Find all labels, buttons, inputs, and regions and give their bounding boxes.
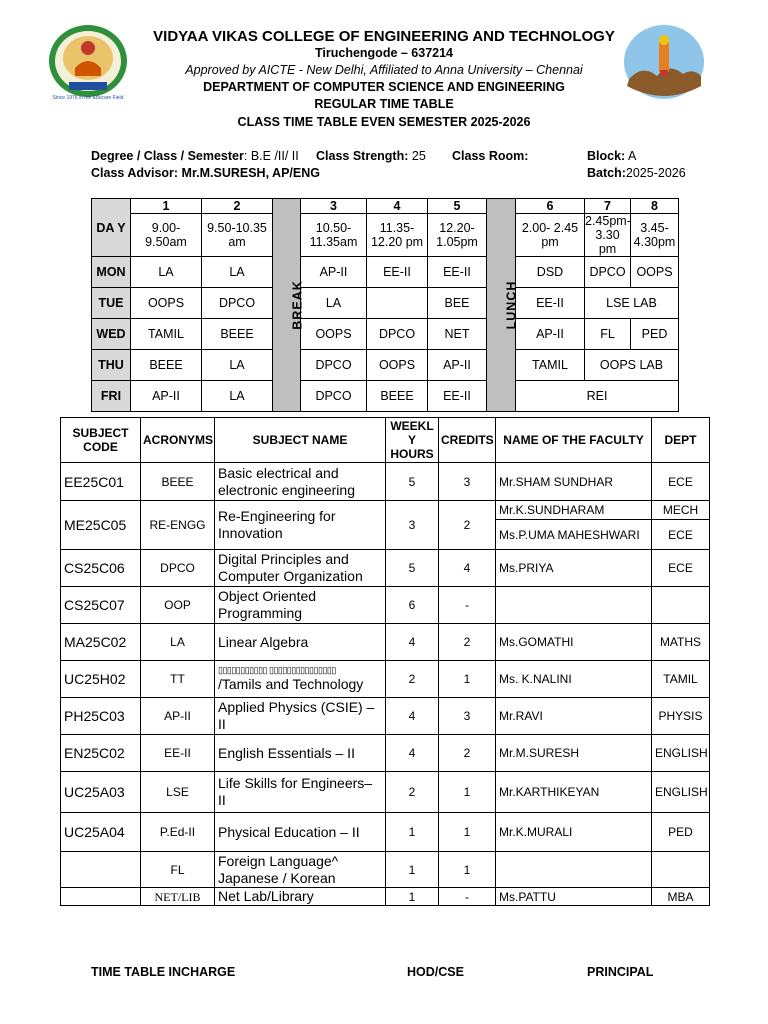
subject-code: PH25C03: [61, 698, 141, 735]
faculty-dept: PHYSIS: [652, 698, 710, 735]
subject-name: Applied Physics (CSIE) – II: [215, 698, 386, 735]
timetable-cell: EE-II: [367, 257, 428, 288]
table-row: [61, 698, 710, 735]
subject-acronym: RE-ENGG: [141, 501, 215, 550]
period-time: 11.35- 12.20 pm: [367, 214, 428, 257]
subject-code: CS25C06: [61, 550, 141, 587]
table-row: [61, 624, 710, 661]
timetable-cell: LA: [131, 257, 202, 288]
class-advisor: Class Advisor: Mr.M.SURESH, AP/ENG: [91, 166, 320, 180]
timetable-cell: BEEE: [131, 350, 202, 381]
hod-signature: HOD/CSE: [407, 965, 464, 979]
degree-label: Degree / Class / Semester: [91, 149, 244, 163]
table-row: [61, 852, 710, 888]
weekly-hours: 3: [386, 501, 439, 550]
approval-line: Approved by AICTE - New Delhi, Affiliated to Anna University – Chennai: [185, 63, 583, 77]
timetable-cell: DPCO: [301, 381, 367, 412]
weekly-hours: 5: [386, 550, 439, 587]
period-number: 5: [428, 199, 487, 214]
subject-name: Linear Algebra: [215, 624, 386, 661]
subject-name: Digital Principles and Computer Organization: [215, 550, 386, 587]
faculty-name: Mr.K.SUNDHARAM: [496, 501, 652, 520]
weekly-hours: 2: [386, 661, 439, 698]
timetable-cell: LA: [301, 288, 367, 319]
timetable-cell: LA: [202, 350, 273, 381]
faculty-dept: [652, 852, 710, 888]
faculty-name: Mr.SHAM SUNDHAR: [496, 463, 652, 501]
subject-table-header: [61, 418, 710, 463]
timetable-cell: BEEE: [202, 319, 273, 350]
timetable-cell: BEE: [428, 288, 487, 319]
table-row: [61, 813, 710, 852]
college-name: VIDYAA VIKAS COLLEGE OF ENGINEERING AND TECHNOLOGY: [153, 28, 615, 45]
table-row: [61, 587, 710, 624]
faculty-dept: ECE: [652, 520, 710, 550]
period-number: 7: [585, 199, 631, 214]
subject-code: UC25H02: [61, 661, 141, 698]
timetable-cell: AP-II: [301, 257, 367, 288]
timetable-cell: OOPS: [367, 350, 428, 381]
subject-acronym: LA: [141, 624, 215, 661]
column-header: ACRONYMS: [141, 418, 215, 463]
timetable-cell: EE-II: [428, 381, 487, 412]
subject-name-english: /Tamils and Technology: [218, 676, 364, 692]
degree-value: : B.E /II/ II: [243, 149, 299, 163]
faculty-name: Mr.KARTHIKEYAN: [496, 772, 652, 813]
subject-acronym: DPCO: [141, 550, 215, 587]
batch-label: Batch:: [587, 166, 626, 180]
class-room-label: Class Room:: [452, 149, 529, 163]
faculty-name: Ms.PATTU: [496, 888, 652, 906]
batch-info: [587, 166, 686, 180]
subject-acronym: FL: [141, 852, 215, 888]
faculty-name: [496, 587, 652, 624]
subject-code: UC25A03: [61, 772, 141, 813]
timetable-cell: AP-II: [428, 350, 487, 381]
lunch-column: [487, 199, 519, 412]
timetable-cell: OOPS: [631, 257, 679, 288]
faculty-dept: PED: [652, 813, 710, 852]
faculty-name: Ms.P.UMA MAHESHWARI: [496, 520, 652, 550]
lunch-label: LUNCH: [504, 280, 519, 330]
timetable-cell: NET: [428, 319, 487, 350]
period-number: 1: [131, 199, 202, 214]
weekly-hours: 4: [386, 735, 439, 772]
credits: 1: [439, 661, 496, 698]
strength-value: 25: [408, 149, 426, 163]
credits: -: [439, 888, 496, 906]
table-row: [61, 888, 710, 906]
faculty-name: [496, 852, 652, 888]
subject-code: ME25C05: [61, 501, 141, 550]
weekly-hours: 1: [386, 888, 439, 906]
strength-label: Class Strength:: [316, 149, 409, 163]
day-header: DA Y: [92, 199, 131, 257]
day-row-tue: [92, 288, 679, 319]
table-row: [61, 550, 710, 587]
faculty-name: Ms.GOMATHI: [496, 624, 652, 661]
faculty-dept: TAMIL: [652, 661, 710, 698]
faculty-dept: [652, 587, 710, 624]
period-time: 2.00- 2.45 pm: [516, 214, 585, 257]
day-label: FRI: [92, 381, 131, 412]
subject-acronym: NET/LIB: [141, 888, 215, 906]
period-number: 2: [202, 199, 273, 214]
break-label: BREAK: [290, 280, 305, 330]
period-number-row: [92, 199, 679, 214]
table-row: [61, 501, 710, 520]
day-row-fri: [92, 381, 679, 412]
subject-code: [61, 888, 141, 906]
timetable-cell: TAMIL: [131, 319, 202, 350]
subject-acronym: OOP: [141, 587, 215, 624]
timetable-cell: LSE LAB: [585, 288, 679, 319]
period-time: 9.50-10.35 am: [202, 214, 273, 257]
timetable-cell: BEEE: [367, 381, 428, 412]
timetable-cell: EE-II: [516, 288, 585, 319]
class-strength: [316, 149, 426, 163]
day-row-thu: [92, 350, 679, 381]
credits: 1: [439, 772, 496, 813]
subject-acronym: P.Ed-II: [141, 813, 215, 852]
break-column: [273, 199, 305, 412]
day-row-mon: [92, 257, 679, 288]
timetable-title: CLASS TIME TABLE EVEN SEMESTER 2025-2026: [237, 115, 531, 129]
day-label: WED: [92, 319, 131, 350]
faculty-dept: ENGLISH: [652, 772, 710, 813]
table-row: [61, 661, 710, 698]
credits: 2: [439, 735, 496, 772]
batch-value: 2025-2026: [625, 166, 686, 180]
day-label: MON: [92, 257, 131, 288]
block-label: Block:: [587, 149, 626, 163]
faculty-name: Mr.RAVI: [496, 698, 652, 735]
table-row: [61, 735, 710, 772]
faculty-name: Ms.PRIYA: [496, 550, 652, 587]
block-value: A: [625, 149, 637, 163]
credits: 3: [439, 463, 496, 501]
subject-name: Physical Education – II: [215, 813, 386, 852]
timetable-cell: FL: [585, 319, 631, 350]
subject-name: Foreign Language^ Japanese / Korean: [215, 852, 386, 888]
timetable-cell: DPCO: [585, 257, 631, 288]
subject-name: Re-Engineering for Innovation: [215, 501, 386, 550]
weekly-hours: 6: [386, 587, 439, 624]
subject-name: Life Skills for Engineers– II: [215, 772, 386, 813]
period-time: 10.50- 11.35am: [301, 214, 367, 257]
column-header: SUBJECT NAME: [215, 418, 386, 463]
timetable-cell: PED: [631, 319, 679, 350]
period-number: 8: [631, 199, 679, 214]
weekly-hours: 4: [386, 698, 439, 735]
period-time: 2.45pm- 3.30 pm: [585, 214, 631, 256]
weekly-hours: 1: [386, 813, 439, 852]
credits: 1: [439, 852, 496, 888]
day-label: THU: [92, 350, 131, 381]
subject-code: MA25C02: [61, 624, 141, 661]
table-row: [61, 463, 710, 501]
weekly-hours: 4: [386, 624, 439, 661]
department-name: DEPARTMENT OF COMPUTER SCIENCE AND ENGINEERING: [203, 80, 565, 94]
period-time: 3.45- 4.30pm: [631, 214, 679, 257]
weekly-hours: 5: [386, 463, 439, 501]
credits: -: [439, 587, 496, 624]
period-time: 12.20- 1.05pm: [428, 214, 487, 257]
period-number: 6: [516, 199, 585, 214]
subject-table: [60, 417, 710, 906]
timetable-incharge-signature: TIME TABLE INCHARGE: [91, 965, 236, 979]
timetable-cell: DPCO: [202, 288, 273, 319]
timetable-cell: AP-II: [516, 319, 585, 350]
faculty-name: Mr.M.SURESH: [496, 735, 652, 772]
subject-name: [215, 661, 386, 698]
credits: 3: [439, 698, 496, 735]
column-header: SUBJECT CODE: [61, 418, 141, 463]
subject-name-tamil: ▯▯▯▯▯▯▯▯▯▯▯ ▯▯▯▯▯▯▯▯▯▯▯▯▯▯▯: [218, 665, 336, 675]
timetable-cell: DSD: [516, 257, 585, 288]
credits: 4: [439, 550, 496, 587]
credits: 2: [439, 501, 496, 550]
day-row-wed: [92, 319, 679, 350]
subject-acronym: AP-II: [141, 698, 215, 735]
timetable-cell: DPCO: [367, 319, 428, 350]
period-time: 9.00- 9.50am: [131, 214, 202, 257]
column-header: NAME OF THE FACULTY: [496, 418, 652, 463]
timetable-cell: REI: [516, 381, 679, 412]
timetable-type: REGULAR TIME TABLE: [314, 97, 454, 111]
subject-name: English Essentials – II: [215, 735, 386, 772]
subject-code: EE25C01: [61, 463, 141, 501]
faculty-dept: MECH: [652, 501, 710, 520]
subject-code: [61, 852, 141, 888]
timetable-cell: OOPS: [301, 319, 367, 350]
column-header: CREDITS: [439, 418, 496, 463]
period-time-row: [92, 214, 679, 257]
subject-name: Basic electrical and electronic engineering: [215, 463, 386, 501]
timetable-cell: OOPS: [131, 288, 202, 319]
subject-acronym: TT: [141, 661, 215, 698]
faculty-dept: ECE: [652, 550, 710, 587]
timetable-cell: EE-II: [428, 257, 487, 288]
faculty-dept: MATHS: [652, 624, 710, 661]
faculty-name: Mr.K.MURALI: [496, 813, 652, 852]
college-location: Tiruchengode – 637214: [314, 46, 454, 60]
subject-code: UC25A04: [61, 813, 141, 852]
column-header: WEEKL Y HOURS: [386, 418, 439, 463]
weekly-hours: 2: [386, 772, 439, 813]
subject-acronym: BEEE: [141, 463, 215, 501]
timetable-cell: LA: [202, 381, 273, 412]
subject-name: Net Lab/Library: [215, 888, 386, 906]
day-label: TUE: [92, 288, 131, 319]
period-number: 3: [301, 199, 367, 214]
timetable-cell: LA: [202, 257, 273, 288]
block-info: [587, 149, 636, 163]
credits: 2: [439, 624, 496, 661]
degree-info: [91, 149, 299, 163]
timetable-cell: OOPS LAB: [585, 350, 679, 381]
column-header: DEPT: [652, 418, 710, 463]
faculty-dept: ENGLISH: [652, 735, 710, 772]
timetable-cell: DPCO: [301, 350, 367, 381]
credits: 1: [439, 813, 496, 852]
period-number: 4: [367, 199, 428, 214]
logo-caption: Since 1976 in the Educare Field: [52, 95, 124, 101]
subject-code: EN25C02: [61, 735, 141, 772]
faculty-dept: MBA: [652, 888, 710, 906]
subject-code: CS25C07: [61, 587, 141, 624]
principal-signature: PRINCIPAL: [587, 965, 654, 979]
class-timetable: [91, 198, 679, 412]
faculty-dept: ECE: [652, 463, 710, 501]
table-row: [61, 772, 710, 813]
timetable-cell: TAMIL: [516, 350, 585, 381]
subject-name: Object Oriented Programming: [215, 587, 386, 624]
weekly-hours: 1: [386, 852, 439, 888]
timetable-cell: AP-II: [131, 381, 202, 412]
faculty-name: Ms. K.NALINI: [496, 661, 652, 698]
timetable-cell: [367, 288, 428, 319]
subject-acronym: LSE: [141, 772, 215, 813]
subject-acronym: EE-II: [141, 735, 215, 772]
